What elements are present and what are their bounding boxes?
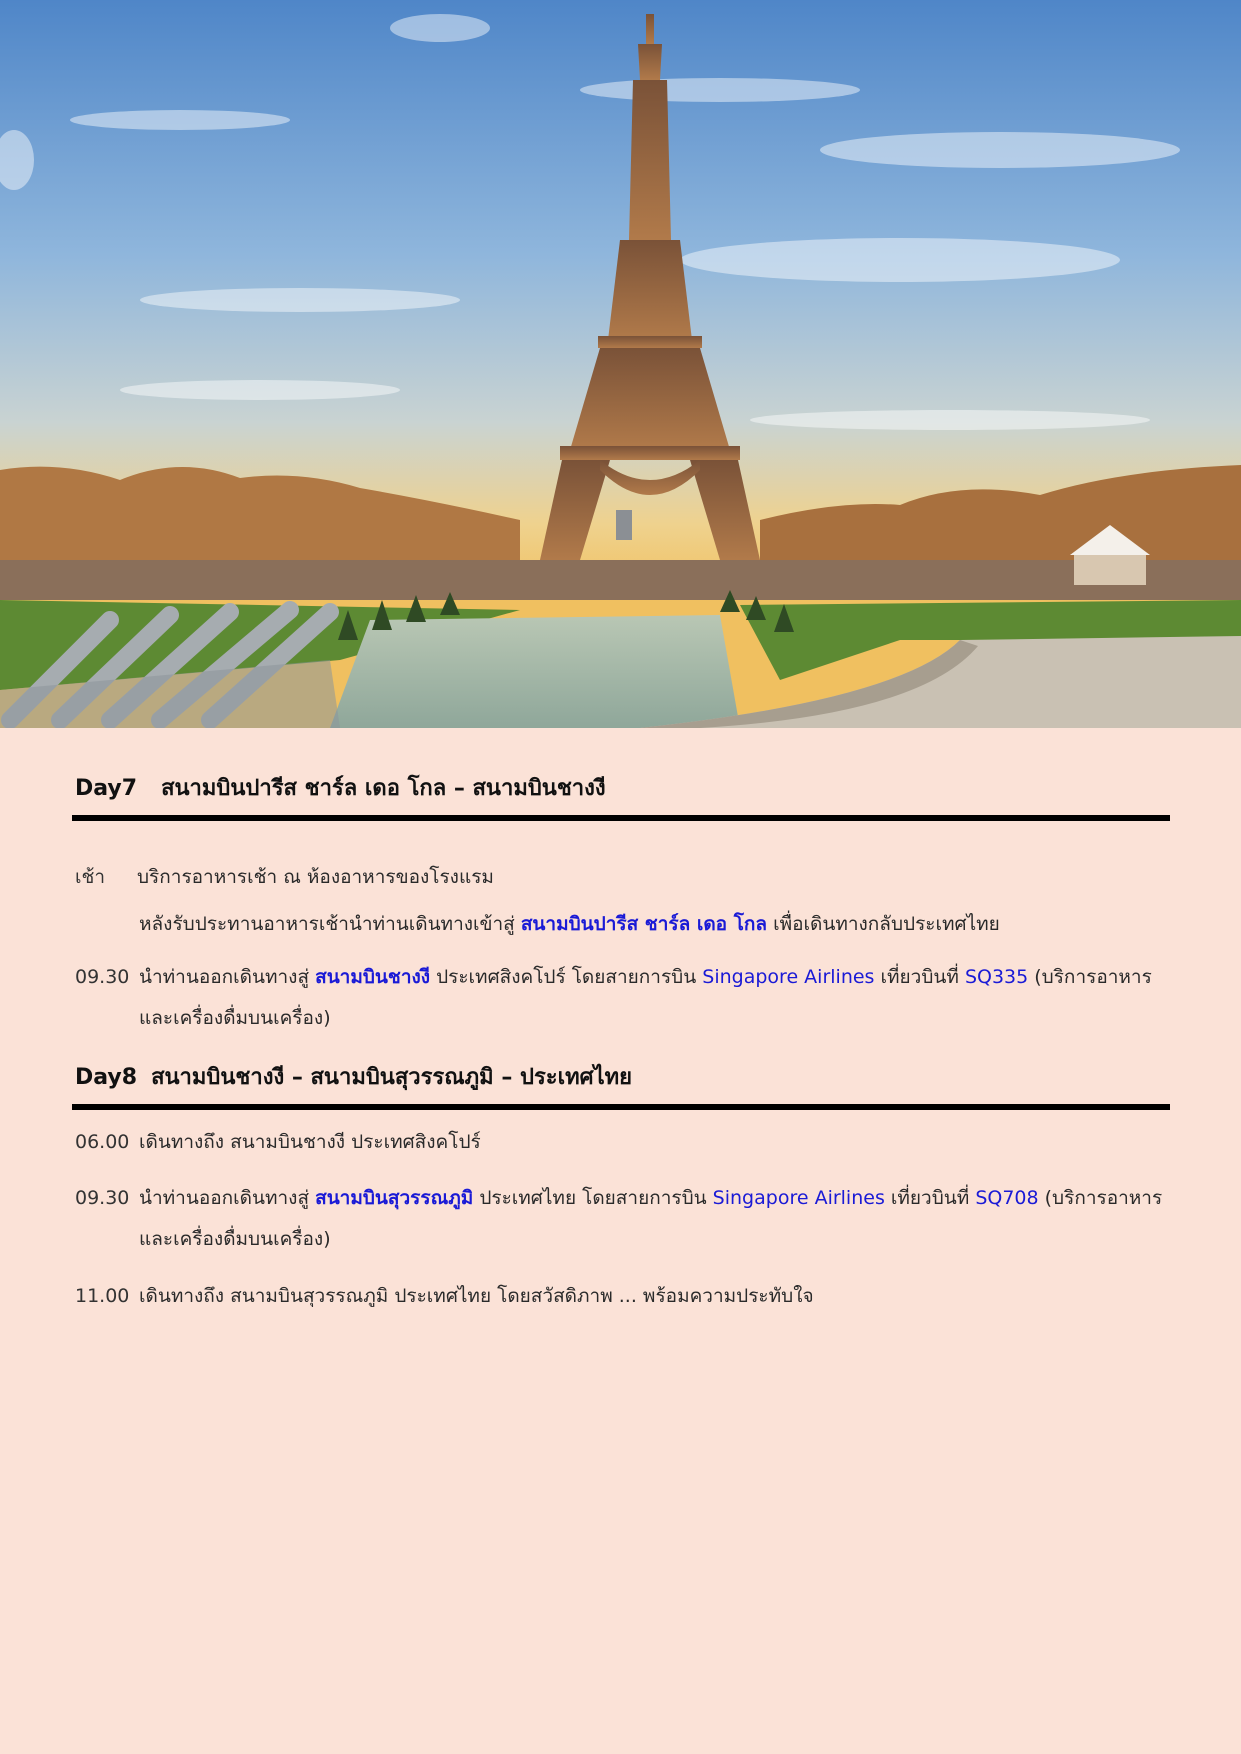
- text-segment: ประเทศไทย โดยสายการบิน: [473, 1187, 713, 1209]
- text-segment: เพื่อเดินทางกลับประเทศไทย: [767, 913, 1000, 935]
- flight-number: SQ335: [964, 966, 1029, 988]
- itinerary-row: [72, 904, 1170, 945]
- day7-header: [72, 770, 1170, 821]
- itinerary-row: [72, 857, 1170, 898]
- airport-name: สนามบินสุวรรณภูมิ: [315, 1187, 474, 1209]
- itinerary-row: [72, 1276, 1170, 1317]
- text-segment: (บริการอาหารและเครื่องดื่มบนเครื่อง): [139, 966, 1152, 1029]
- hero-photo-eiffel-tower: [0, 0, 1241, 728]
- day-label: Day7: [75, 776, 138, 801]
- day-label: Day8: [75, 1065, 138, 1090]
- text-segment: เที่ยวบินที่: [874, 966, 965, 988]
- day-title: สนามบินชางงี – สนามบินสุวรรณภูมิ – ประเทศไทย: [151, 1065, 633, 1090]
- day-title: สนามบินปารีส ชาร์ล เดอ โกล – สนามบินชางงี: [161, 776, 606, 801]
- row-time: เช้า: [75, 866, 106, 888]
- itinerary-row: [72, 1122, 1170, 1163]
- text-segment: นำท่านออกเดินทางสู่: [139, 966, 316, 988]
- airline-name: Singapore Airlines: [712, 1187, 885, 1209]
- row-text: บริการอาหารเช้า ณ ห้องอาหารของโรงแรม: [137, 866, 494, 888]
- flight-number: SQ708: [975, 1187, 1039, 1209]
- row-text: เดินทางถึง สนามบินสุวรรณภูมิ ประเทศไทย โดยสวัสดิภาพ ... พร้อมความประทับใจ: [139, 1285, 814, 1307]
- day7-section: [72, 770, 1170, 1039]
- row-text: [139, 957, 1170, 1039]
- airport-name: สนามบินปารีส ชาร์ล เดอ โกล: [520, 913, 768, 935]
- row-text: [139, 904, 1170, 945]
- row-text: เดินทางถึง สนามบินชางงี ประเทศสิงคโปร์: [139, 1131, 481, 1153]
- text-segment: นำท่านออกเดินทางสู่: [139, 1187, 316, 1209]
- row-text: [139, 1178, 1170, 1260]
- text-segment: หลังรับประทานอาหารเช้านำท่านเดินทางเข้าสู่: [139, 913, 521, 935]
- row-time: 09.30: [75, 966, 130, 988]
- text-segment: เที่ยวบินที่: [884, 1187, 976, 1209]
- itinerary-row: [72, 1178, 1170, 1260]
- day8-header: [72, 1059, 1170, 1110]
- airline-name: Singapore Airlines: [702, 966, 875, 988]
- text-segment: ประเทศสิงคโปร์ โดยสายการบิน: [430, 966, 703, 988]
- row-time: [72, 904, 139, 945]
- day8-section: [72, 1059, 1170, 1317]
- text-segment: (บริการอาหารและเครื่องดื่มบนเครื่อง): [139, 1187, 1163, 1250]
- row-time: 09.30: [75, 1187, 130, 1209]
- row-time: 11.00: [75, 1285, 130, 1307]
- airport-name: สนามบินชางงี: [315, 966, 431, 988]
- itinerary-row: [72, 957, 1170, 1039]
- row-time: 06.00: [75, 1131, 130, 1153]
